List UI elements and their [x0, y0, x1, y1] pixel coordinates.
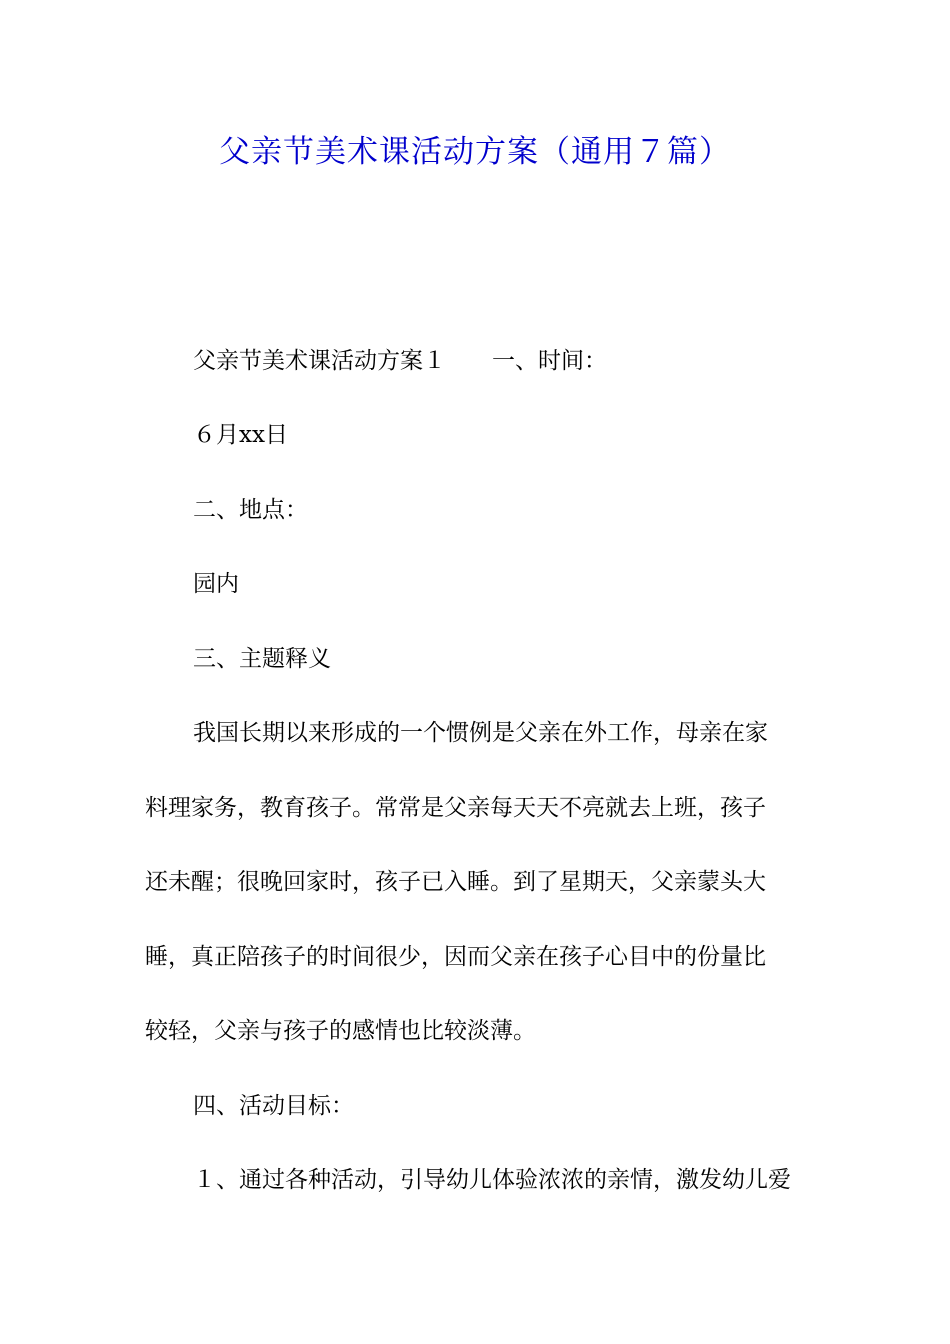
time-value: ６月xx日: [193, 422, 288, 448]
goals-heading: 四、活动目标：: [193, 1093, 354, 1119]
section-heading: 父亲节美术课活动方案１: [193, 348, 446, 374]
time-heading: 一、时间：: [492, 348, 607, 374]
place-heading: 二、地点：: [193, 497, 308, 523]
theme-paragraph-line: 睡，真正陪孩子的时间很少，因而父亲在孩子心目中的份量比: [145, 944, 766, 970]
theme-paragraph-line: 较轻，父亲与孩子的感情也比较淡薄。: [145, 1018, 536, 1044]
theme-paragraph-line: 还未醒；很晚回家时，孩子已入睡。到了星期天，父亲蒙头大: [145, 869, 766, 895]
theme-paragraph-line: 料理家务，教育孩子。常常是父亲每天天不亮就去上班，孩子: [145, 795, 766, 821]
goal-item: １、通过各种活动，引导幼儿体验浓浓的亲情，激发幼儿爱: [193, 1167, 791, 1193]
place-value: 园内: [193, 571, 239, 597]
theme-heading: 三、主题释义: [193, 646, 331, 672]
theme-paragraph-line: 我国长期以来形成的一个惯例是父亲在外工作，母亲在家: [193, 720, 768, 746]
document-title: 父亲节美术课活动方案（通用７篇）: [219, 134, 731, 170]
section-heading-line: [193, 341, 607, 381]
